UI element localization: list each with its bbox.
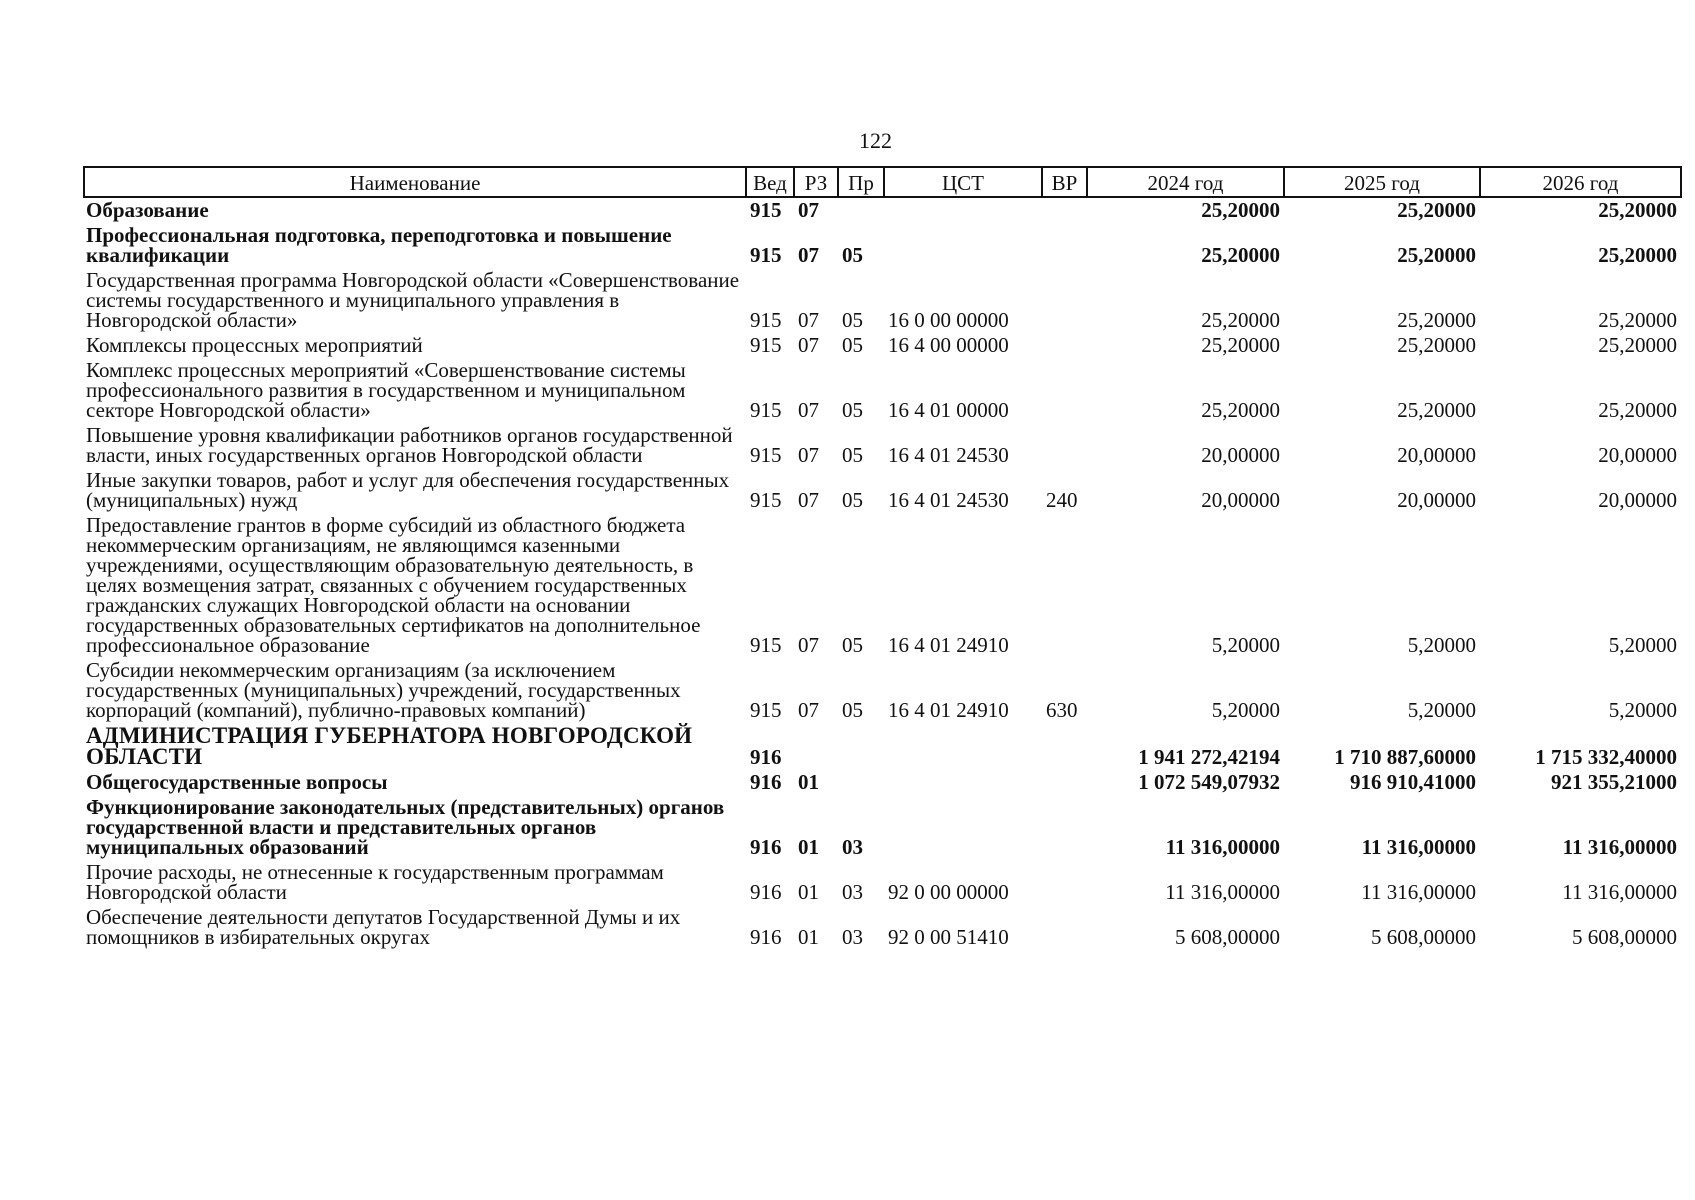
table-row [84,770,1681,795]
row-cst: 16 4 01 24910 [888,633,1009,657]
row-pr: 05 [842,633,863,657]
row-2024: 25,20000 [1201,243,1280,267]
row-vr [1042,795,1087,860]
row-2026: 25,20000 [1598,333,1677,357]
row-ved: 915 [750,243,782,267]
row-ved: 916 [750,925,782,949]
row-ved: 915 [750,488,782,512]
row-pr: 05 [842,443,863,467]
row-ved: 915 [750,698,782,722]
row-rz: 01 [798,835,819,859]
row-name: Повышение уровня квалификации работников органов государственной власти, иных государственных органов Новгородской области [86,423,733,467]
row-2024: 1 941 272,42194 [1138,745,1280,769]
row-vr: 240 [1046,488,1078,512]
row-2026: 5 608,00000 [1572,925,1677,949]
table-header [84,167,1681,197]
row-vr: 630 [1046,698,1078,722]
row-rz: 07 [798,333,819,357]
row-2024: 25,20000 [1201,398,1280,422]
table-row [84,795,1681,860]
row-cst: 16 0 00 00000 [888,308,1009,332]
row-name: Обеспечение деятельности депутатов Государственной Думы и их помощников в избирательных округах [86,905,681,949]
row-vr [1042,358,1087,423]
header-name: Наименование [84,167,746,197]
row-pr: 05 [842,488,863,512]
row-2025: 25,20000 [1397,308,1476,332]
table-row [84,905,1681,950]
row-2024: 25,20000 [1201,198,1280,222]
row-ved: 916 [750,880,782,904]
row-pr: 05 [842,698,863,722]
table-row [84,723,1681,770]
row-2024: 25,20000 [1201,333,1280,357]
row-cst [884,795,1042,860]
row-vr [1042,513,1087,658]
row-2025: 25,20000 [1397,398,1476,422]
row-2025: 916 910,41000 [1350,770,1476,794]
row-ved: 915 [750,398,782,422]
row-rz: 07 [798,443,819,467]
row-ved: 915 [750,198,782,222]
row-rz: 07 [798,198,819,222]
row-rz: 07 [798,308,819,332]
row-2025: 25,20000 [1397,243,1476,267]
row-2026: 11 316,00000 [1562,880,1677,904]
header-vr: ВР [1042,167,1087,197]
row-2026: 25,20000 [1598,198,1677,222]
row-rz [794,723,838,770]
row-vr [1042,223,1087,268]
header-cst: ЦСТ [884,167,1042,197]
row-2025: 25,20000 [1397,198,1476,222]
row-ved: 916 [750,770,782,794]
row-pr: 05 [842,398,863,422]
row-rz: 07 [798,398,819,422]
row-vr [1042,268,1087,333]
header-pr: Пр [838,167,884,197]
row-2025: 1 710 887,60000 [1334,745,1476,769]
row-pr: 03 [842,835,863,859]
row-rz: 07 [798,633,819,657]
row-2026: 25,20000 [1598,243,1677,267]
row-cst: 16 4 01 24530 [888,443,1009,467]
table-row [84,513,1681,658]
row-name: Комплекс процессных мероприятий «Совершенствование системы профессионального развития в государственном и муниципальном секторе Новгородской области» [86,358,686,422]
row-2026: 20,00000 [1598,443,1677,467]
row-2026: 20,00000 [1598,488,1677,512]
row-ved: 916 [750,835,782,859]
row-ved: 915 [750,633,782,657]
row-pr: 03 [842,880,863,904]
row-cst: 92 0 00 00000 [888,880,1009,904]
table-row [84,860,1681,905]
row-vr [1042,723,1087,770]
row-vr [1042,770,1087,795]
row-name: Образование [86,198,209,222]
row-vr [1042,197,1087,223]
row-vr [1042,905,1087,950]
row-rz: 07 [798,243,819,267]
table-row [84,468,1681,513]
budget-table [83,166,1682,950]
table-row [84,333,1681,358]
row-vr [1042,423,1087,468]
row-rz: 01 [798,925,819,949]
row-name: АДМИНИСТРАЦИЯ ГУБЕРНАТОРА НОВГОРОДСКОЙ ОБЛАСТИ [86,723,693,769]
row-vr [1042,860,1087,905]
row-ved: 915 [750,333,782,357]
header-2025: 2025 год [1284,167,1480,197]
row-pr [838,723,884,770]
row-2026: 5,20000 [1608,633,1677,657]
row-name: Профессиональная подготовка, переподготовка и повышение квалификации [86,223,672,267]
header-2026: 2026 год [1480,167,1681,197]
row-2024: 11 316,00000 [1165,835,1280,859]
row-ved: 915 [750,308,782,332]
row-name: Иные закупки товаров, работ и услуг для обеспечения государственных (муниципальных) нужд [86,468,730,512]
table-row [84,358,1681,423]
row-2025: 11 316,00000 [1361,835,1476,859]
row-2025: 20,00000 [1397,443,1476,467]
row-2025: 5,20000 [1407,698,1476,722]
row-cst: 16 4 01 24530 [888,488,1009,512]
row-2024: 5,20000 [1211,633,1280,657]
row-2026: 25,20000 [1598,398,1677,422]
header-rz: РЗ [794,167,838,197]
row-2025: 11 316,00000 [1361,880,1476,904]
row-pr: 05 [842,308,863,332]
table-row [84,197,1681,223]
page-number: 122 [859,128,892,153]
row-vr [1042,333,1087,358]
row-cst: 92 0 00 51410 [888,925,1009,949]
row-name: Субсидии некоммерческим организациям (за исключением государственных (муниципальных) учреждений, государственных корпораций (компаний), публично-правовых компаний) [86,658,681,722]
table-row [84,223,1681,268]
row-rz: 01 [798,880,819,904]
row-name: Комплексы процессных мероприятий [86,333,423,357]
row-cst: 16 4 00 00000 [888,333,1009,357]
row-name: Государственная программа Новгородской области «Совершенствование системы государственного и муниципального управления в Новгородской области» [86,268,740,332]
table-row [84,658,1681,723]
row-2025: 5 608,00000 [1371,925,1476,949]
row-rz: 07 [798,488,819,512]
row-2025: 5,20000 [1407,633,1476,657]
header-ved: Вед [746,167,794,197]
table-row [84,268,1681,333]
row-2026: 11 316,00000 [1562,835,1677,859]
row-ved: 916 [750,745,782,769]
row-2024: 20,00000 [1201,488,1280,512]
row-rz: 07 [798,698,819,722]
row-2024: 5 608,00000 [1175,925,1280,949]
row-2026: 921 355,21000 [1551,770,1677,794]
row-pr: 05 [842,333,863,357]
row-2024: 20,00000 [1201,443,1280,467]
row-pr: 05 [842,243,863,267]
row-pr: 03 [842,925,863,949]
row-2024: 25,20000 [1201,308,1280,332]
row-2025: 25,20000 [1397,333,1476,357]
row-2024: 11 316,00000 [1165,880,1280,904]
row-name: Общегосударственные вопросы [86,770,388,794]
row-ved: 915 [750,443,782,467]
row-cst [884,197,1042,223]
row-name: Прочие расходы, не отнесенные к государственным программам Новгородской области [86,860,664,904]
row-cst [884,770,1042,795]
row-2026: 1 715 332,40000 [1535,745,1677,769]
row-rz: 01 [798,770,819,794]
row-pr [838,770,884,795]
row-cst [884,223,1042,268]
row-name: Предоставление грантов в форме субсидий из областного бюджета некоммерческим организациям, не являющимся казенными учреждениями, осуществляющим образовательную деятельность, в целях возмещения затрат, связанных с обучением государственных гражданских служащих Новгородской области на основании государственных образовательных сертификатов на дополнительное профессиональное образование [86,513,701,657]
row-2024: 5,20000 [1211,698,1280,722]
row-2024: 1 072 549,07932 [1138,770,1280,794]
header-2024: 2024 год [1087,167,1284,197]
row-name: Функционирование законодательных (представительных) органов государственной власти и представительных органов муниципальных образований [86,795,725,859]
row-2025: 20,00000 [1397,488,1476,512]
row-2026: 25,20000 [1598,308,1677,332]
row-2026: 5,20000 [1608,698,1677,722]
row-cst [884,723,1042,770]
row-pr [838,197,884,223]
table-row [84,423,1681,468]
row-cst: 16 4 01 00000 [888,398,1009,422]
row-cst: 16 4 01 24910 [888,698,1009,722]
